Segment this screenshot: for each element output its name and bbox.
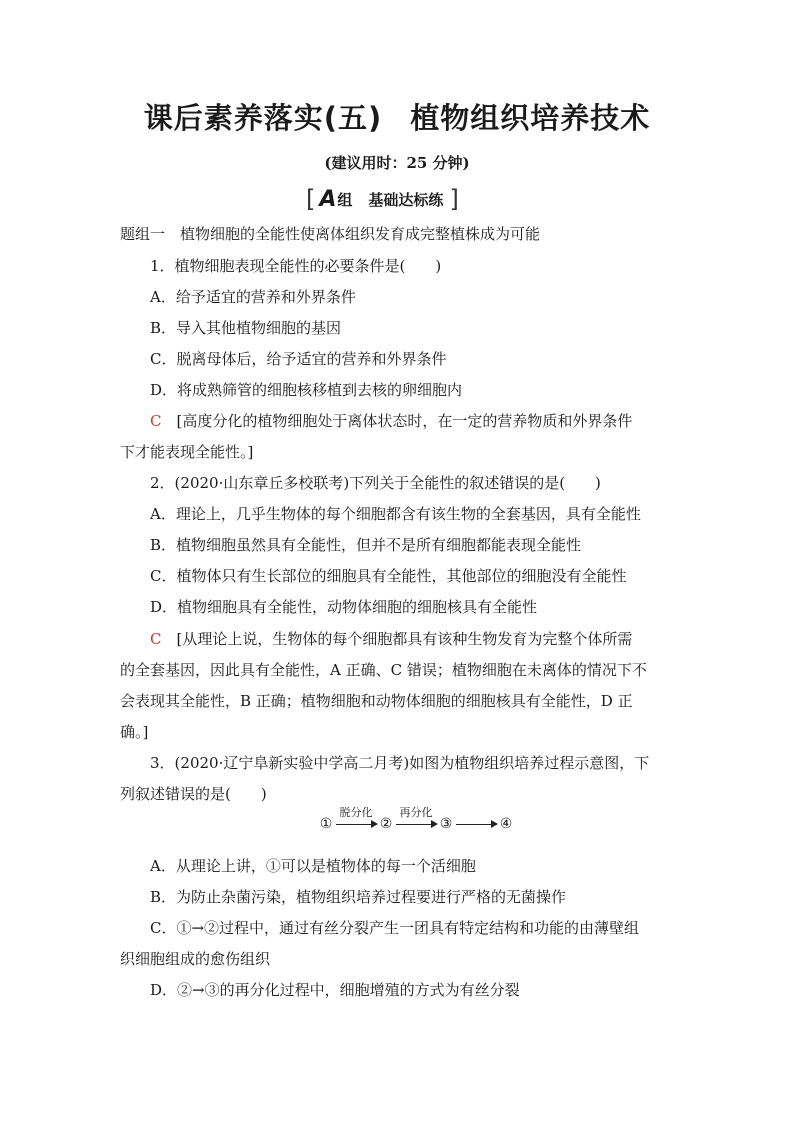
arrow-icon (454, 816, 498, 832)
process-diagram (318, 806, 514, 832)
group-name: 基础达标练 (368, 190, 444, 209)
diagram-node-1: ① (319, 816, 333, 832)
arrow-label-dedifferentiation: 脱分化 (339, 806, 373, 819)
q2-explanation-text-4: 确。] (120, 723, 149, 741)
q3-option-d: D．②→③的再分化过程中，细胞增殖的方式为有丝分裂 (150, 981, 520, 999)
q2-explanation-text-1: [从理论上说，生物体的每个细胞都具有该种生物发育为完整个体所需 (161, 630, 633, 648)
q1-option-b: B．导入其他植物细胞的基因 (150, 319, 342, 337)
arrow-icon (394, 806, 438, 832)
diagram-node-4: ④ (499, 816, 513, 832)
diagram-node-3: ③ (439, 816, 453, 832)
right-bracket: ] (449, 185, 459, 213)
q2-stem: 2．(2020·山东章丘多校联考)下列关于全能性的叙述错误的是( ) (150, 474, 601, 492)
q1-explanation-text-2: 下才能表现全能性。] (120, 443, 254, 461)
q2-explanation (150, 629, 680, 649)
q2-option-d: D．植物细胞具有全能性，动物体细胞的细胞核具有全能性 (150, 598, 538, 616)
q1-stem: 1．植物细胞表现全能性的必要条件是( ) (150, 257, 442, 275)
q3-option-a: A．从理论上讲，①可以是植物体的每一个活细胞 (150, 857, 476, 875)
q3-option-c: C．①→②过程中，通过有丝分裂产生一团具有特定结构和功能的由薄壁组 (150, 919, 640, 937)
page-title (0, 96, 794, 137)
group-label: 组 (337, 190, 353, 209)
title-sub: 植物组织培养技术 (410, 101, 651, 135)
q2-option-c: C．植物体只有生长部位的细胞具有全能性，其他部位的细胞没有全能性 (150, 567, 627, 585)
arrow-label-redifferentiation: 再分化 (399, 806, 433, 819)
title-main: 课后素养落实(五) (143, 101, 383, 135)
q3-option-b: B．为防止杂菌污染，植物组织培养过程要进行严格的无菌操作 (150, 888, 567, 906)
q3-option-c-cont: 织细胞组成的愈伤组织 (120, 950, 271, 968)
q2-explanation-text-2: 的全套基因，因此具有全能性，A 正确、C 错误；植物细胞在未离体的情况下不 (120, 661, 647, 679)
suggested-time: (建议用时：25 分钟) (324, 154, 470, 172)
q3-stem-2: 列叙述错误的是( ) (120, 785, 267, 803)
topic-line: 题组一 植物细胞的全能性使离体组织发育成完整植株成为可能 (120, 225, 541, 243)
q1-option-c: C．脱离母体后，给予适宜的营养和外界条件 (150, 350, 447, 368)
q1-explanation (150, 411, 680, 431)
group-letter: A (319, 186, 336, 212)
q2-option-a: A．理论上，几乎生物体的每个细胞都含有该生物的全套基因，具有全能性 (150, 505, 641, 523)
q1-option-d: D．将成熟筛管的细胞核移植到去核的卵细胞内 (150, 381, 463, 399)
group-header (306, 184, 459, 214)
diagram-node-2: ② (379, 816, 393, 832)
q1-explanation-text-1: [高度分化的植物细胞处于离体状态时，在一定的营养物质和外界条件 (161, 412, 633, 430)
q1-option-a: A．给予适宜的营养和外界条件 (150, 288, 356, 306)
arrow-icon (334, 806, 378, 832)
q2-option-b: B．植物细胞虽然具有全能性，但并不是所有细胞都能表现全能性 (150, 536, 582, 554)
left-bracket: [ (306, 185, 316, 213)
q3-stem-1: 3．(2020·辽宁阜新实验中学高二月考)如图为植物组织培养过程示意图，下 (150, 754, 650, 772)
q1-answer: C (150, 412, 162, 430)
q2-answer: C (150, 630, 162, 648)
q2-explanation-text-3: 会表现其全能性，B 正确；植物细胞和动物体细胞的细胞核具有全能性，D 正 (120, 692, 633, 710)
